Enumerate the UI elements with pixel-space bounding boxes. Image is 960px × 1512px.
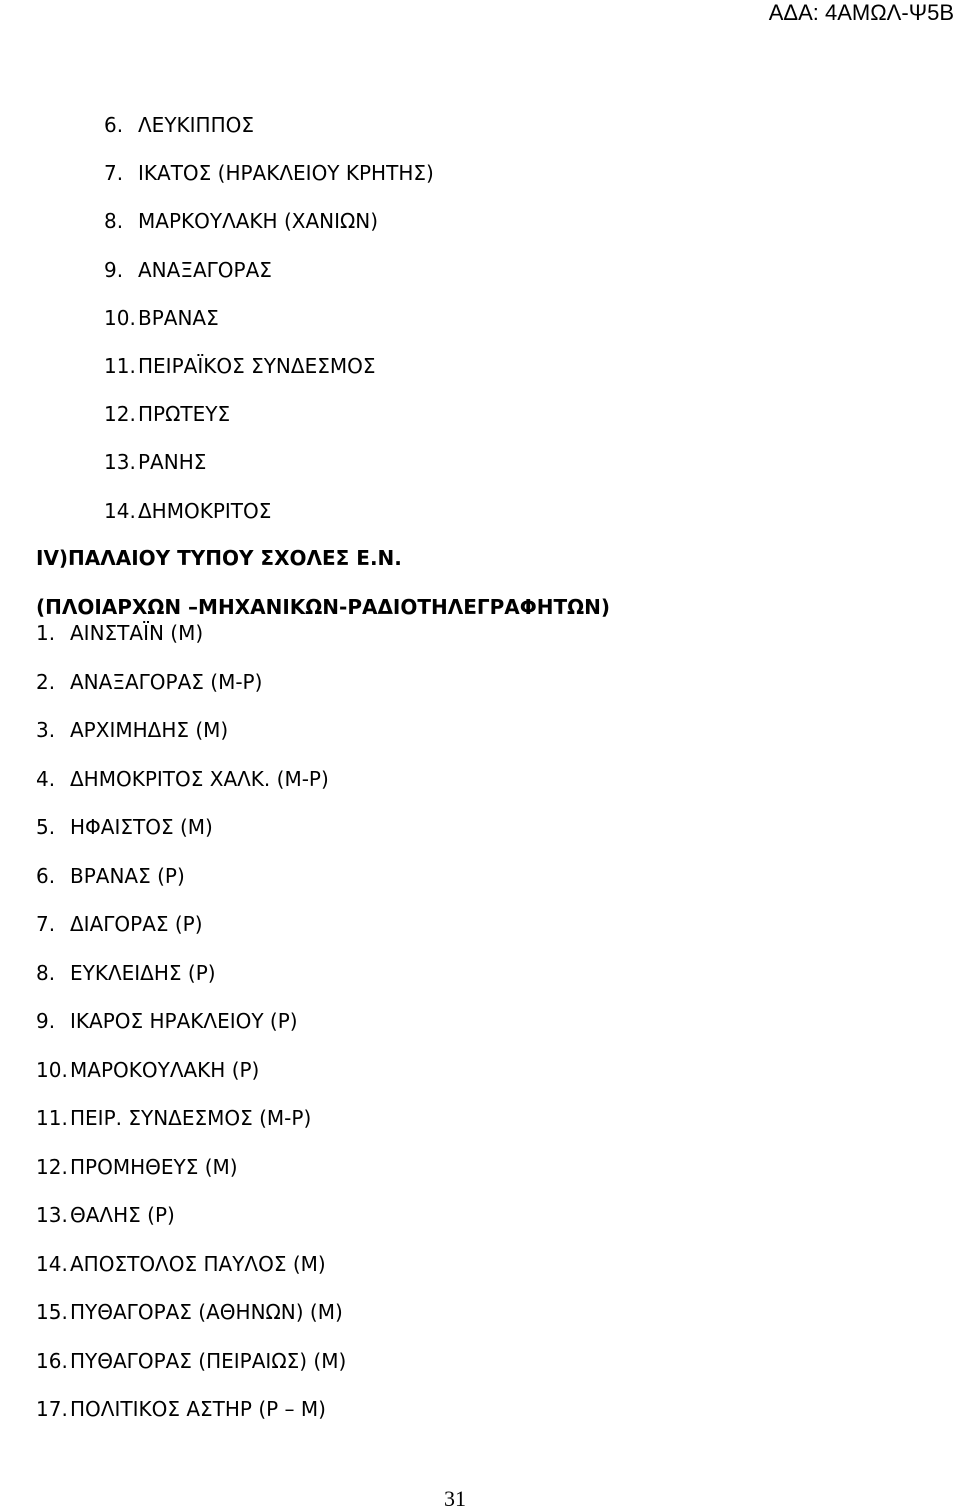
item-number: 7. [104, 161, 124, 186]
list-item [36, 1251, 346, 1300]
item-number: 11. [104, 353, 136, 378]
item-text: ΛΕΥΚΙΠΠΟΣ [138, 113, 255, 137]
item-text: ΑΙΝΣΤΑΪΝ (Μ) [70, 621, 204, 645]
item-text: ΑΝΑΞΑΓΟΡΑΣ [138, 257, 272, 282]
list-item [36, 1008, 346, 1057]
item-text: ΠΕΙΡΑΪΚΟΣ ΣΥΝΔΕΣΜΟΣ [138, 353, 376, 378]
ada-code: ΑΔΑ: 4ΑΜΩΛ-Ψ5Β [768, 0, 954, 25]
item-number: 10. [36, 1057, 68, 1082]
schools-list [36, 620, 346, 1445]
item-number: 12. [36, 1154, 68, 1179]
section-subheading: (ΠΛΟΙΑΡΧΩΝ –ΜΗΧΑΝΙΚΩΝ-ΡΑΔΙΟΤΗΛΕΓΡΑΦΗΤΩΝ) [36, 595, 611, 619]
list-item [104, 160, 434, 208]
item-text: ΑΝΑΞΑΓΟΡΑΣ (Μ-Ρ) [70, 669, 263, 694]
item-text: ΠΡΟΜΗΘΕΥΣ (Μ) [70, 1154, 238, 1179]
item-number: 7. [36, 912, 56, 936]
item-number: 6. [104, 113, 124, 137]
list-item [36, 1348, 346, 1397]
list-item [36, 1057, 346, 1106]
list-item [36, 669, 346, 718]
list-item [104, 401, 434, 449]
item-number: 14. [104, 498, 136, 523]
item-number: 13. [104, 450, 136, 475]
item-number: 10. [104, 305, 136, 330]
item-text: ΒΡΑΝΑΣ (Ρ) [70, 863, 185, 888]
list-item [104, 257, 434, 305]
item-text: ΑΠΟΣΤΟΛΟΣ ΠΑΥΛΟΣ (Μ) [70, 1251, 326, 1276]
list-item [36, 1202, 346, 1251]
item-number: 5. [36, 815, 56, 839]
list-item [104, 305, 434, 353]
list-item [36, 911, 346, 960]
item-text: ΠΥΘΑΓΟΡΑΣ (ΑΘΗΝΩΝ) (Μ) [70, 1300, 343, 1324]
item-number: 9. [36, 1009, 56, 1033]
list-item [104, 208, 434, 256]
item-number: 16. [36, 1348, 68, 1373]
list-item [104, 449, 434, 497]
item-number: 8. [36, 960, 56, 985]
item-number: 9. [104, 257, 124, 282]
list-item [36, 863, 346, 912]
item-number: 8. [104, 209, 124, 234]
item-text: ΙΚΑΤΟΣ (ΗΡΑΚΛΕΙΟΥ ΚΡΗΤΗΣ) [138, 161, 434, 186]
item-number: 3. [36, 718, 56, 742]
item-number: 17. [36, 1397, 68, 1421]
item-text: ΔΗΜΟΚΡΙΤΟΣ [138, 498, 272, 523]
item-number: 4. [36, 766, 56, 791]
list-item [36, 620, 346, 669]
list-item [36, 1396, 346, 1445]
item-text: ΜΑΡΚΟΥΛΑΚΗ (ΧΑΝΙΩΝ) [138, 209, 379, 234]
item-number: 14. [36, 1251, 68, 1276]
continued-list [104, 112, 434, 546]
item-text: ΔΙΑΓΟΡΑΣ (Ρ) [70, 912, 203, 936]
item-text: ΗΦΑΙΣΤΟΣ (Μ) [70, 815, 213, 839]
list-item [36, 814, 346, 863]
list-item [36, 1105, 346, 1154]
list-item [36, 960, 346, 1009]
item-text: ΔΗΜΟΚΡΙΤΟΣ ΧΑΛΚ. (Μ-Ρ) [70, 766, 329, 791]
list-item [104, 498, 434, 546]
list-item [36, 766, 346, 815]
item-number: 2. [36, 669, 56, 694]
item-text: ΑΡΧΙΜΗΔΗΣ (Μ) [70, 718, 229, 742]
item-text: ΕΥΚΛΕΙΔΗΣ (Ρ) [70, 960, 216, 985]
list-item [104, 112, 434, 160]
item-text: ΒΡΑΝΑΣ [138, 305, 219, 330]
item-number: 15. [36, 1300, 68, 1324]
list-item [104, 353, 434, 401]
item-text: ΠΡΩΤΕΥΣ [138, 402, 231, 427]
item-number: 6. [36, 863, 56, 888]
item-text: ΘΑΛΗΣ (Ρ) [70, 1203, 175, 1227]
item-text: ΠΥΘΑΓΟΡΑΣ (ΠΕΙΡΑΙΩΣ) (Μ) [70, 1348, 347, 1373]
list-item [36, 1299, 346, 1348]
list-item [36, 1154, 346, 1203]
page-number: 31 [444, 1486, 466, 1511]
item-text: ΡΑΝΗΣ [138, 450, 207, 475]
item-number: 13. [36, 1203, 68, 1227]
item-number: 11. [36, 1106, 68, 1130]
item-text: ΠΕΙΡ. ΣΥΝΔΕΣΜΟΣ (Μ-Ρ) [70, 1106, 312, 1130]
item-text: ΠΟΛΙΤΙΚΟΣ ΑΣΤΗΡ (Ρ – Μ) [70, 1397, 326, 1421]
item-text: ΙΚΑΡΟΣ ΗΡΑΚΛΕΙΟΥ (Ρ) [70, 1009, 298, 1033]
list-item [36, 717, 346, 766]
item-text: ΜΑΡΟΚΟΥΛΑΚΗ (Ρ) [70, 1057, 260, 1082]
item-number: 1. [36, 621, 56, 645]
item-number: 12. [104, 402, 136, 427]
section-heading: IV)ΠΑΛΑΙΟΥ ΤΥΠΟΥ ΣΧΟΛΕΣ Ε.Ν. [36, 546, 402, 570]
